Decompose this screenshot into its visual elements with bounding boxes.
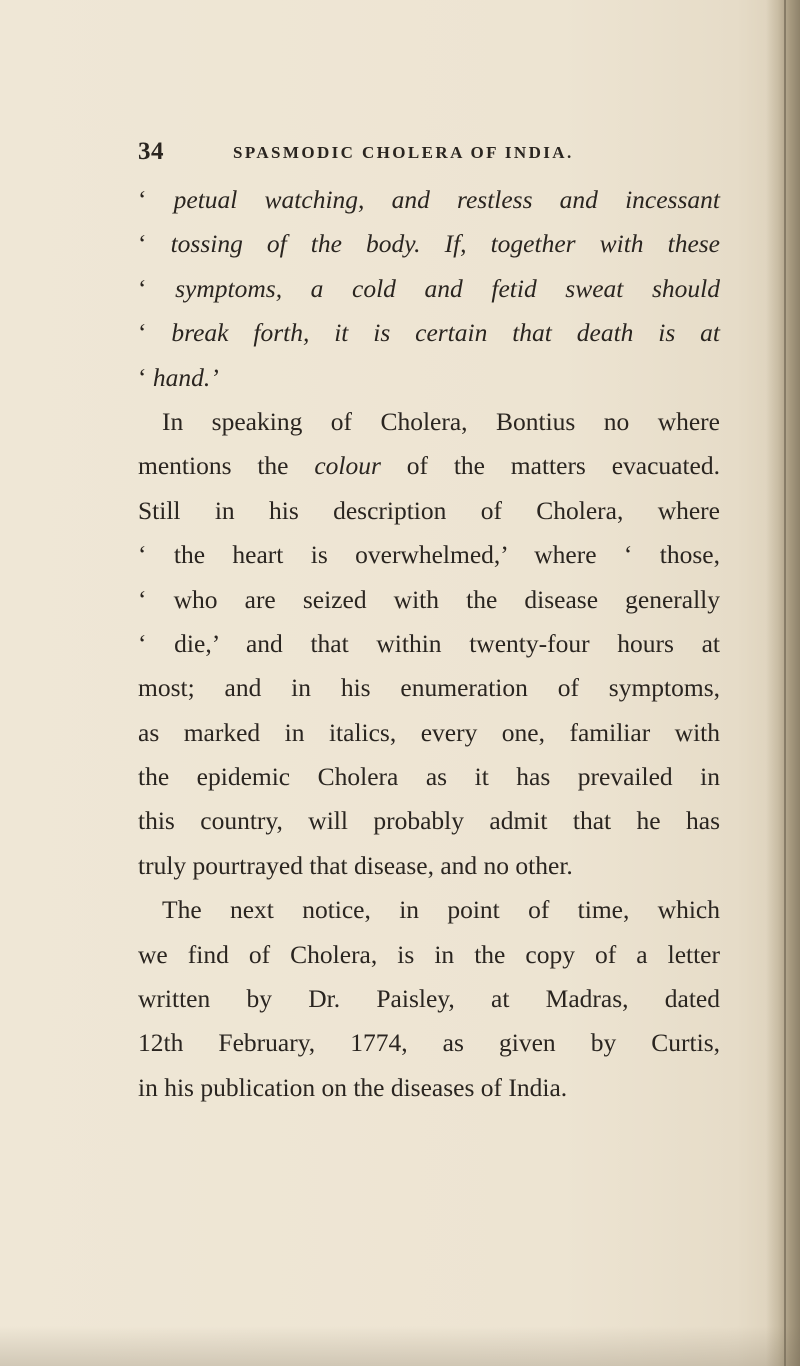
text-line	[138, 844, 720, 888]
text-run: The next notice, in point of time, which	[162, 895, 720, 925]
text-line	[138, 977, 720, 1021]
body-text	[138, 178, 720, 1110]
page-edge-line	[784, 0, 786, 1366]
text-run: ‘ who are seized with the disease generally	[138, 584, 720, 614]
text-line	[138, 711, 720, 755]
text-run: truly pourtrayed that disease, and no other.	[138, 850, 573, 880]
text-run: ‘	[138, 229, 171, 259]
text-run: ‘ the heart is overwhelmed,’ where ‘ those,	[138, 540, 720, 570]
text-line	[138, 755, 720, 799]
text-line	[138, 888, 720, 932]
text-run: in his publication on the diseases of India.	[138, 1072, 568, 1102]
text-run: the epidemic Cholera as it has prevailed in	[138, 762, 720, 792]
text-line	[138, 1066, 720, 1110]
text-run: 12th February, 1774, as given by Curtis,	[138, 1028, 720, 1058]
italic-run: symptoms, a cold and fetid sweat should	[175, 273, 720, 303]
page-edge-shadow	[766, 0, 800, 1366]
text-line	[138, 356, 720, 400]
text-run: ‘ die,’ and that within twenty-four hours at	[138, 628, 720, 658]
text-line	[138, 400, 720, 444]
text-run: written by Dr. Paisley, at Madras, dated	[138, 984, 720, 1014]
page-header	[138, 138, 718, 170]
italic-run: petual watching, and restless and incessant	[173, 185, 720, 214]
text-line	[138, 267, 720, 311]
italic-run: hand.’	[152, 362, 219, 392]
italic-run: colour	[314, 451, 381, 481]
text-run: ‘	[138, 318, 172, 348]
text-run: we find of Cholera, is in the copy of a letter	[138, 939, 720, 969]
text-line	[138, 933, 720, 977]
text-run: ‘	[138, 362, 153, 392]
running-head: SPASMODIC CHOLERA OF INDIA.	[233, 143, 574, 162]
page-bottom-shadow	[0, 1326, 800, 1366]
text-line	[138, 622, 720, 666]
italic-run: tossing of the body. If, together with these	[170, 229, 721, 259]
text-run: mentions the	[138, 451, 315, 481]
page-number: 34	[138, 138, 164, 165]
text-run: In speaking of Cholera, Bontius no where	[162, 406, 720, 436]
text-line	[138, 311, 720, 355]
text-line	[138, 222, 720, 266]
text-run: of the matters evacuated.	[380, 451, 720, 481]
text-line	[138, 489, 720, 533]
text-line	[138, 533, 720, 577]
text-line	[138, 666, 720, 710]
text-run: most; and in his enumeration of symptoms,	[138, 673, 720, 703]
text-run: Still in his description of Cholera, where	[138, 495, 720, 525]
text-line	[138, 178, 720, 222]
text-line	[138, 1021, 720, 1065]
text-run: ‘	[138, 185, 174, 214]
text-run: ‘	[138, 273, 176, 303]
text-line	[138, 799, 720, 843]
text-line	[138, 444, 720, 488]
text-run: as marked in italics, every one, familiar with	[138, 717, 720, 747]
italic-run: break forth, it is certain that death is at	[171, 318, 721, 348]
text-line	[138, 578, 720, 622]
text-run: this country, will probably admit that he has	[138, 806, 720, 836]
